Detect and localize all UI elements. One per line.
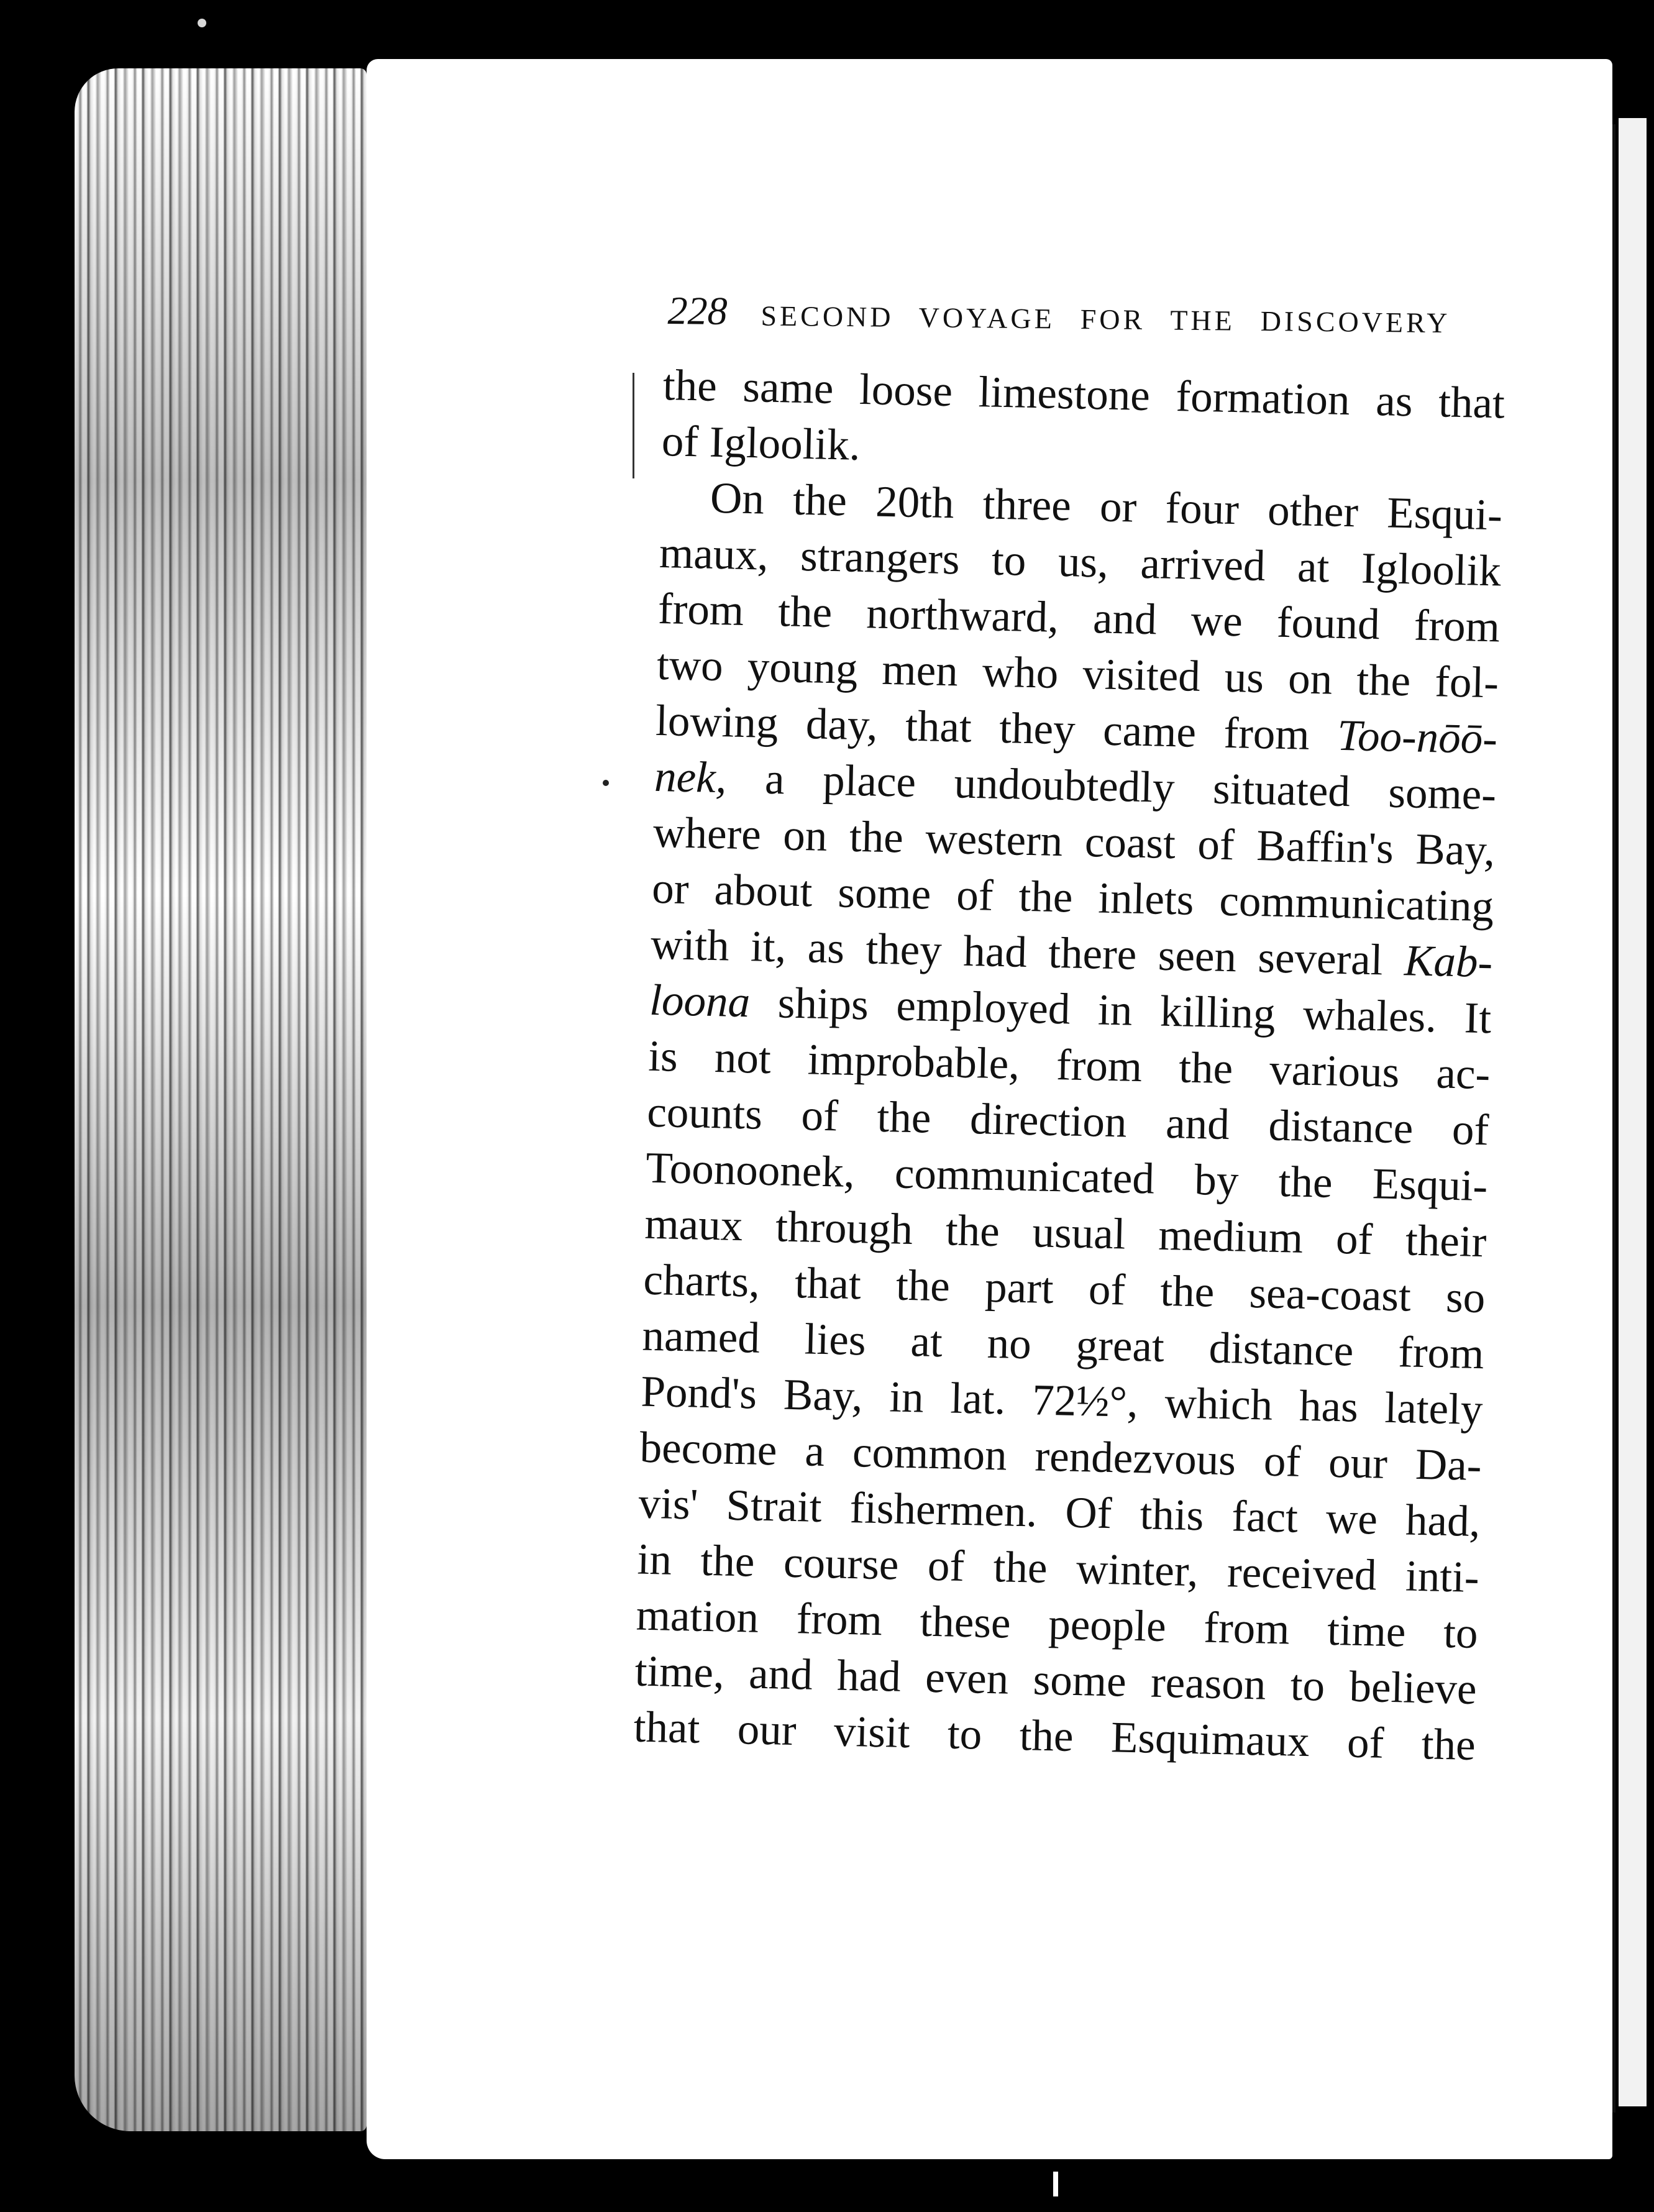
- text-line: the same loose limestone formation as that: [662, 360, 1506, 428]
- text-line: Toonoonek, communicated by the Esqui-: [645, 1143, 1489, 1211]
- scan-artifact: [1053, 2172, 1058, 2196]
- text-line: from the northward, and we found from: [657, 584, 1501, 652]
- italic-word: nek,: [654, 752, 728, 803]
- text-line: two young men who visited us on the fol-: [656, 640, 1499, 708]
- text-span: a place undoubtedly situated some-: [726, 754, 1497, 820]
- text-line: Pond's Bay, in lat. 72½°, which has lately: [640, 1367, 1484, 1435]
- page-number: 228: [667, 288, 728, 334]
- text-line: counts of the direction and distance of: [646, 1087, 1490, 1155]
- text-span: ships employed in killing whales. It: [749, 978, 1492, 1043]
- text-line: that our visit to the Esquimaux of the: [633, 1702, 1476, 1770]
- text-span: lowing day, that they came from: [655, 696, 1310, 759]
- italic-word: Kab-: [1404, 936, 1493, 987]
- text-line: named lies at no great distance from: [641, 1311, 1485, 1379]
- italic-word: Too-nōō-: [1336, 711, 1498, 764]
- text-line: or about some of the inlets communicating: [651, 864, 1494, 931]
- text-line: time, and had even some reason to believe: [634, 1647, 1478, 1714]
- text-line: become a common rendezvous of our Da-: [639, 1423, 1483, 1491]
- text-line: in the course of the winter, received inti-: [636, 1535, 1480, 1602]
- text-line: is not improbable, from the various ac-: [647, 1031, 1491, 1099]
- text-line: maux, strangers to us, arrived at Igloolik: [659, 528, 1502, 596]
- text-line: maux through the usual medium of their: [644, 1199, 1487, 1267]
- text-line: mation from these people from time to: [635, 1591, 1479, 1658]
- facing-page-edge: [1619, 118, 1647, 2106]
- text-line: On the 20th three or four other Esqui-: [710, 473, 1503, 540]
- text-line: vis' Strait fishermen. Of this fact we had,: [637, 1479, 1481, 1547]
- italic-word: loona: [649, 976, 751, 1027]
- scan-speck: [198, 19, 206, 27]
- page-edges-shadow: [75, 68, 367, 2131]
- text-span: with it, as they had there seen several: [650, 920, 1384, 985]
- running-head: SECOND VOYAGE FOR THE DISCOVERY: [761, 299, 1451, 339]
- page-header: [667, 286, 1463, 350]
- text-line: where on the western coast of Baffin's Bay,: [652, 808, 1496, 875]
- margin-dot: [603, 780, 609, 786]
- text-line: of Igloolik.: [661, 416, 861, 470]
- margin-mark: [633, 373, 634, 478]
- text-line: charts, that the part of the sea-coast so: [642, 1255, 1486, 1323]
- body-text: [633, 357, 1506, 1773]
